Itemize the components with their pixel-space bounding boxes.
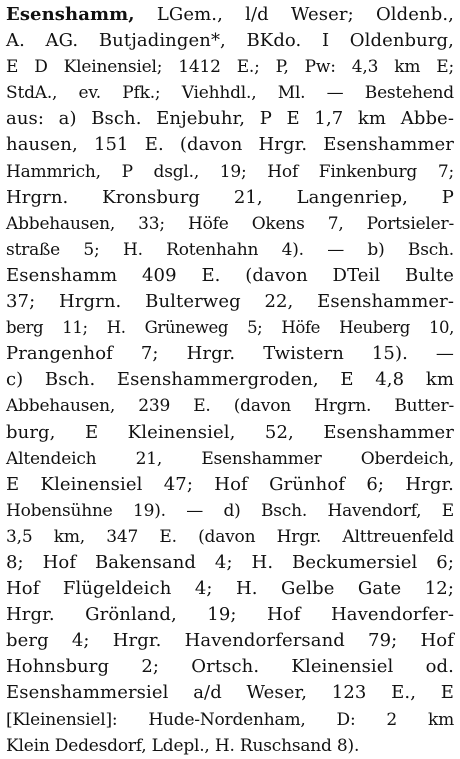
entry-line-23: Hof Flügeldeich 4; H. Gelbe Gate 12;	[6, 578, 454, 600]
entry-line-22: 8; Hof Bakensand 4; H. Beckumersiel 6;	[6, 551, 454, 573]
entry-line-28: [Kleinensiel]: Hude-Nordenham, D: 2 km	[6, 709, 454, 730]
entry-line-12: 37; Hrgrn. Bulterweg 22, Esenshammer-	[6, 291, 454, 313]
entry-line-27: Esenshammersiel a/d Weser, 123 E., E	[6, 682, 454, 704]
entry-line-11: Esenshamm 409 E. (davon DTeil Bulte	[6, 264, 454, 286]
entry-line-26: Hohnsburg 2; Ortsch. Kleinensiel od.	[6, 656, 454, 678]
entry-line-19: E Kleinensiel 47; Hof Grünhof 6; Hrgr.	[6, 473, 454, 495]
entry-line-07: Hammrich, P dsgl., 19; Hof Finkenburg 7;	[6, 161, 454, 182]
entry-headword: Esenshamm,	[6, 4, 135, 25]
entry-line-24: Hrgr. Grönland, 19; Hof Havendorfer-	[6, 604, 454, 626]
entry-line-13: berg 11; H. Grüneweg 5; Höfe Heuberg 10,	[6, 318, 454, 338]
entry-line-01: Esenshamm, LGem., l/d Weser; Oldenb.,	[6, 4, 454, 25]
entry-line-09: Abbehausen, 33; Höfe Okens 7, Portsieler-	[6, 213, 454, 234]
entry-line-29: Klein Dedesdorf, Ldepl., H. Ruschsand 8).	[6, 735, 360, 756]
entry-line-20: Hobensühne 19). — d) Bsch. Havendorf, E	[6, 500, 454, 521]
entry-line-14: Prangenhof 7; Hrgr. Twistern 15). —	[6, 343, 454, 365]
entry-line-04: StdA., ev. Pfk.; Viehhdl., Ml. — Bestehend	[6, 83, 454, 104]
entry-line-08: Hrgrn. Kronsburg 21, Langenriep, P	[6, 186, 454, 208]
entry-line-06: hausen, 151 E. (davon Hrgr. Esenshammer	[6, 134, 454, 156]
entry-line-16: Abbehausen, 239 E. (davon Hrgrn. Butter-	[6, 396, 454, 417]
entry-line-18: Altendeich 21, Esenshammer Oberdeich,	[6, 448, 454, 469]
entry-line-10: straße 5; H. Rotenhahn 4). — b) Bsch.	[6, 239, 454, 260]
entry-line-05: aus: a) Bsch. Enjebuhr, P E 1,7 km Abbe-	[6, 108, 454, 130]
entry-line-03: E D Kleinensiel; 1412 E.; P, Pw: 4,3 km E;	[6, 57, 454, 78]
entry-line-15: c) Bsch. Esenshammergroden, E 4,8 km	[6, 369, 454, 391]
entry-line-25: berg 4; Hrgr. Havendorfersand 79; Hof	[6, 630, 454, 652]
entry-line-17: burg, E Kleinensiel, 52, Esenshammer	[6, 421, 454, 443]
entry-line-02: A. AG. Butjadingen*, BKdo. I Oldenburg,	[6, 30, 454, 52]
entry-line-21: 3,5 km, 347 E. (davon Hrgr. Alttreuenfeld	[6, 526, 454, 547]
